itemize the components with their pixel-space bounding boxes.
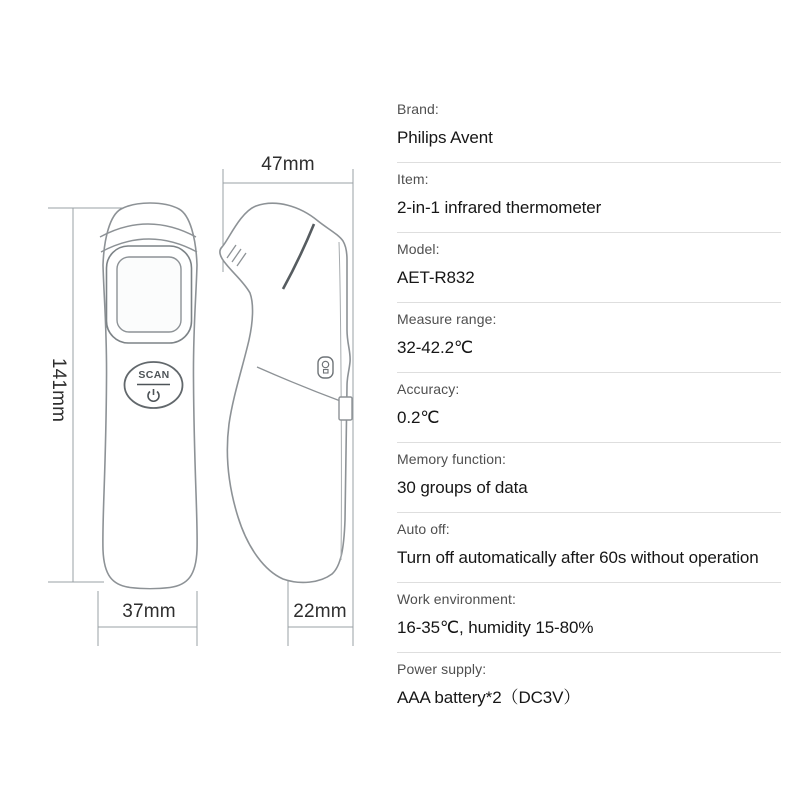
spec-row-auto-off <box>397 513 781 583</box>
spec-value: AAA battery*2（DC3V） <box>397 688 581 707</box>
spec-value: 16-35℃, humidity 15-80% <box>397 618 594 637</box>
spec-label: Accuracy: <box>397 381 460 397</box>
spec-row-memory <box>397 443 781 513</box>
spec-row-item <box>397 163 781 233</box>
dimension-height: 141mm <box>48 357 69 423</box>
spec-value: Turn off automatically after 60s without operation <box>397 548 759 567</box>
spec-value: Philips Avent <box>397 128 493 147</box>
front-view <box>100 203 197 589</box>
side-body-outline <box>220 203 350 582</box>
dimension-head-width: 47mm <box>261 154 315 175</box>
spec-row-accuracy <box>397 373 781 443</box>
spec-value: 2-in-1 infrared thermometer <box>397 198 602 217</box>
spec-label: Work environment: <box>397 591 516 607</box>
spec-row-work-environment <box>397 583 781 653</box>
spec-value: 32-42.2℃ <box>397 338 473 357</box>
spec-row-brand <box>397 93 781 163</box>
spec-value: 0.2℃ <box>397 408 440 427</box>
spec-row-measure-range <box>397 303 781 373</box>
spec-label: Item: <box>397 171 429 187</box>
battery-clip <box>339 397 352 420</box>
spec-row-model <box>397 233 781 303</box>
scan-button-label: SCAN <box>138 369 170 381</box>
spec-label: Measure range: <box>397 311 497 327</box>
spec-label: Auto off: <box>397 521 450 537</box>
display-screen <box>117 257 181 332</box>
spec-value: AET-R832 <box>397 268 475 287</box>
spec-list <box>397 93 781 723</box>
dimension-body-width: 37mm <box>122 601 176 622</box>
spec-label: Memory function: <box>397 451 506 467</box>
side-view <box>220 203 352 582</box>
dimension-depth: 22mm <box>293 601 347 622</box>
spec-value: 30 groups of data <box>397 478 528 497</box>
spec-label: Brand: <box>397 101 439 117</box>
spec-label: Power supply: <box>397 661 487 677</box>
spec-label: Model: <box>397 241 440 257</box>
spec-row-power-supply <box>397 653 781 723</box>
